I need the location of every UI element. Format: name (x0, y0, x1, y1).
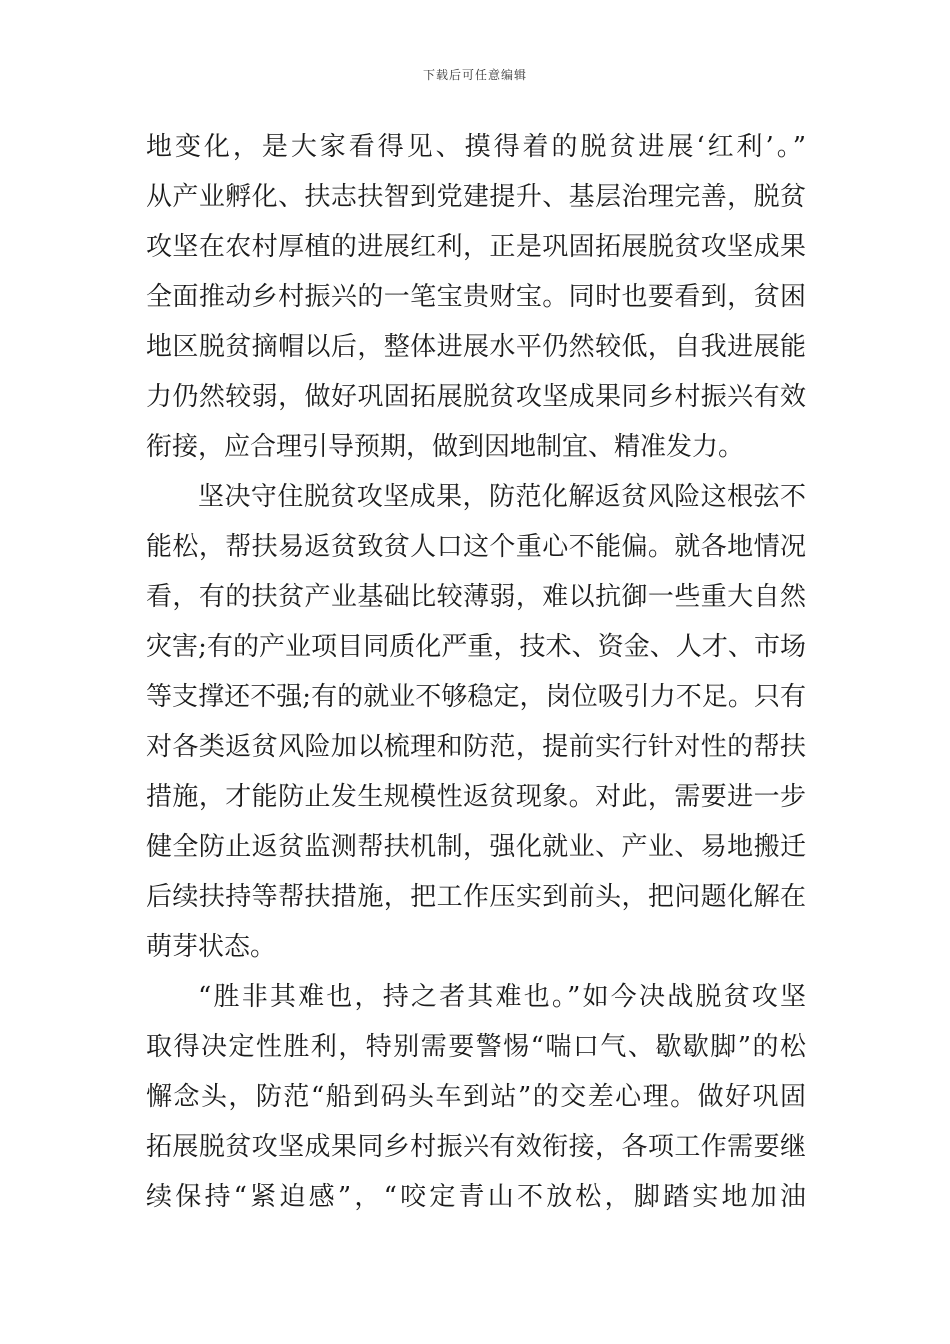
text-line: 从产业孵化、扶志扶智到党建提升、基层治理完善，脱贫 (146, 182, 806, 212)
text-line: “胜非其难也，持之者其难也。”如今决战脱贫攻坚 (198, 982, 806, 1012)
page-header: 下载后可任意编辑 (422, 68, 527, 82)
text-line: 懈念头，防范“船到码头车到站”的交差心理。做好巩固 (146, 1082, 806, 1112)
text-line: 拓展脱贫攻坚成果同乡村振兴有效衔接，各项工作需要继 (146, 1132, 806, 1162)
text-line: 萌芽状态。 (146, 932, 277, 962)
document-body (146, 127, 806, 1227)
paragraph-2 (146, 477, 806, 977)
text-line: 攻坚在农村厚植的进展红利，正是巩固拓展脱贫攻坚成果 (146, 232, 806, 262)
text-line: 续保持“紧迫感”，“咬定青山不放松，脚踏实地加油 (146, 1182, 806, 1212)
text-line: 能松，帮扶易返贫致贫人口这个重心不能偏。就各地情况 (146, 532, 806, 562)
text-line: 力仍然较弱，做好巩固拓展脱贫攻坚成果同乡村振兴有效 (146, 382, 806, 412)
paragraph-1 (146, 127, 806, 477)
text-line: 等支撑还不强;有的就业不够稳定，岗位吸引力不足。只有 (146, 682, 806, 712)
text-line: 全面推动乡村振兴的一笔宝贵财宝。同时也要看到，贫困 (146, 282, 806, 312)
text-line: 对各类返贫风险加以梳理和防范，提前实行针对性的帮扶 (146, 732, 806, 762)
text-line: 取得决定性胜利，特别需要警惕“喘口气、歇歇脚”的松 (146, 1032, 806, 1062)
text-line: 地变化，是大家看得见、摸得着的脱贫进展‘红利’。” (146, 132, 806, 162)
text-line: 健全防止返贫监测帮扶机制，强化就业、产业、易地搬迁 (146, 832, 806, 862)
text-line: 后续扶持等帮扶措施，把工作压实到前头，把问题化解在 (146, 882, 806, 912)
text-line: 衔接，应合理引导预期，做到因地制宜、精准发力。 (146, 432, 745, 462)
text-line: 地区脱贫摘帽以后，整体进展水平仍然较低，自我进展能 (146, 332, 806, 362)
text-line: 坚决守住脱贫攻坚成果，防范化解返贫风险这根弦不 (198, 482, 806, 512)
text-line: 看，有的扶贫产业基础比较薄弱，难以抗御一些重大自然 (146, 582, 806, 612)
text-line: 措施，才能防止发生规模性返贫现象。对此，需要进一步 (146, 782, 806, 812)
paragraph-3 (146, 977, 806, 1227)
text-line: 灾害;有的产业项目同质化严重，技术、资金、人才、市场 (146, 632, 806, 662)
